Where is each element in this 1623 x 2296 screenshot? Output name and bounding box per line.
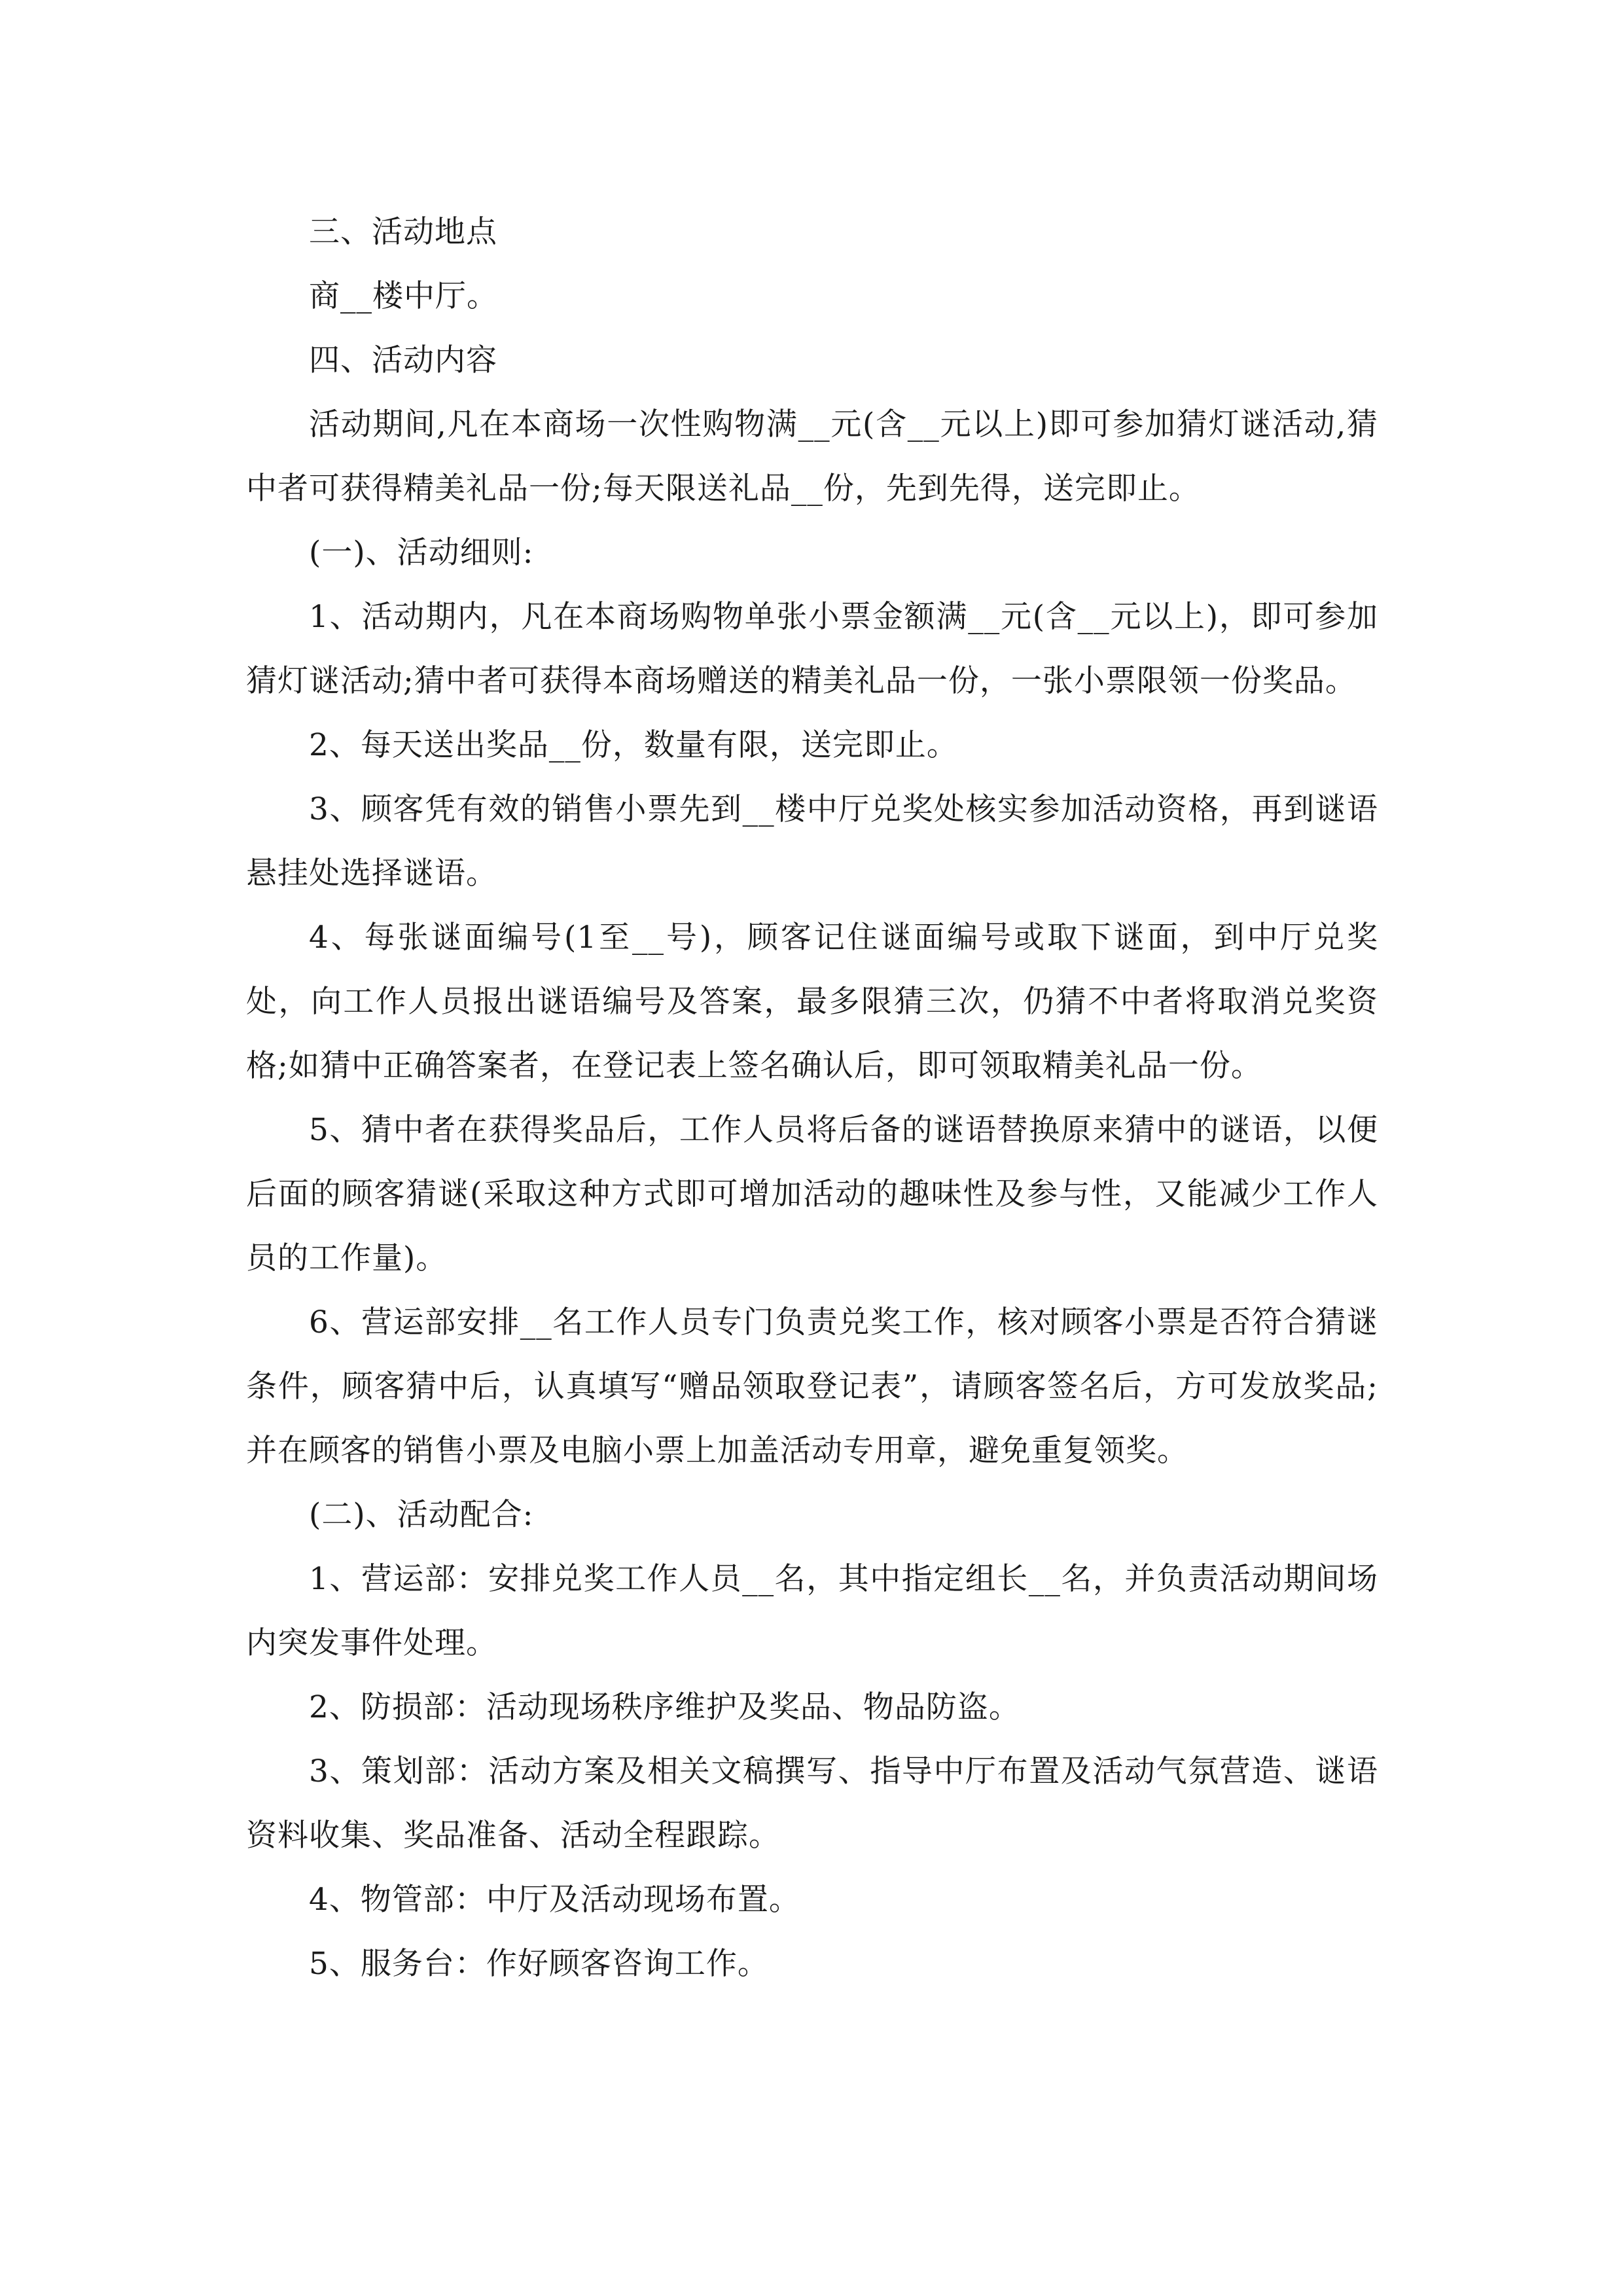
coordination-item-3: 3、策划部：活动方案及相关文稿撰写、指导中厅布置及活动气氛营造、谜语资料收集、奖品准备、活动全程跟踪。	[246, 1753, 1378, 1854]
subheading-coordination: (二)、活动配合:	[309, 1497, 534, 1533]
coordination-item-2: 2、防损部：活动现场秩序维护及奖品、物品防盗。	[309, 1689, 1020, 1725]
rule-item-4: 4、每张谜面编号(1至__号)，顾客记住谜面编号或取下谜面，到中厅兑奖处，向工作人员报出谜语编号及答案，最多限猜三次，仍猜不中者将取消兑奖资格;如猜中正确答案者，在登记表上签名确认后，即可领取精美礼品一份。	[246, 920, 1378, 1084]
heading-location: 三、活动地点	[309, 214, 497, 250]
heading-content: 四、活动内容	[309, 342, 497, 378]
rule-item-3: 3、顾客凭有效的销售小票先到__楼中厅兑奖处核实参加活动资格，再到谜语悬挂处选择谜语。	[246, 791, 1378, 891]
coordination-item-4: 4、物管部：中厅及活动现场布置。	[309, 1882, 800, 1918]
rule-item-1: 1、活动期内，凡在本商场购物单张小票金额满__元(含__元以上)，即可参加猜灯谜活动;猜中者可获得本商场赠送的精美礼品一份，一张小票限领一份奖品。	[246, 599, 1378, 699]
coordination-item-5: 5、服务台：作好顾客咨询工作。	[309, 1946, 769, 1982]
location-text: 商__楼中厅。	[309, 278, 498, 314]
subheading-rules: (一)、活动细则:	[309, 535, 534, 571]
rule-item-2: 2、每天送出奖品__份，数量有限，送完即止。	[309, 727, 958, 763]
content-intro: 活动期间,凡在本商场一次性购物满__元(含__元以上)即可参加猜灯谜活动,猜中者可获得精美礼品一份;每天限送礼品__份，先到先得，送完即止。	[246, 406, 1378, 507]
rule-item-5: 5、猜中者在获得奖品后，工作人员将后备的谜语替换原来猜中的谜语，以便后面的顾客猜谜(采取这种方式即可增加活动的趣味性及参与性，又能减少工作人员的工作量)。	[246, 1112, 1378, 1276]
coordination-item-1: 1、营运部：安排兑奖工作人员__名，其中指定组长__名，并负责活动期间场内突发事件处理。	[246, 1561, 1378, 1661]
rule-item-6: 6、营运部安排__名工作人员专门负责兑奖工作，核对顾客小票是否符合猜谜条件，顾客猜中后，认真填写“赠品领取登记表”，请顾客签名后，方可发放奖品;并在顾客的销售小票及电脑小票上加盖活动专用章，避免重复领奖。	[246, 1304, 1378, 1469]
document-body	[246, 200, 1378, 1996]
